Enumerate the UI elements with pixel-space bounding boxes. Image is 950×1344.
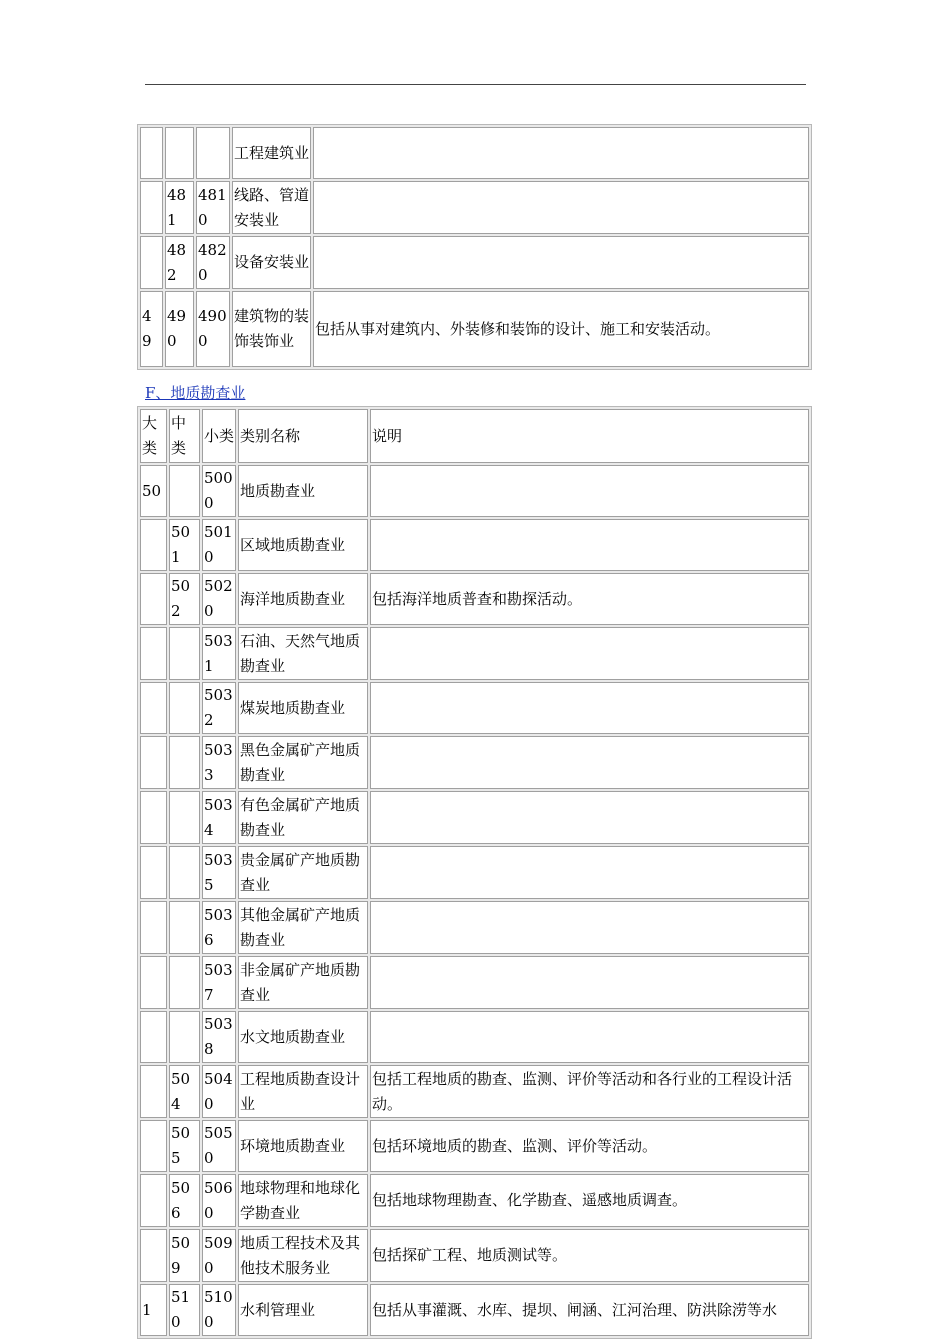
- cell-desc: 包括地球物理勘查、化学勘查、遥感地质调查。: [370, 1174, 809, 1227]
- cell-minor: 5035: [202, 846, 236, 899]
- cell-name: 黑色金属矿产地质勘查业: [238, 736, 368, 789]
- cell-minor: 5100: [202, 1284, 236, 1336]
- table-row: [140, 846, 809, 899]
- cell-medium: [169, 465, 200, 517]
- cell-minor: 5050: [202, 1120, 236, 1172]
- table-row: [140, 519, 809, 571]
- cell-medium: [169, 791, 200, 844]
- cell-minor: 5037: [202, 956, 236, 1009]
- cell-minor: 5040: [202, 1065, 236, 1118]
- cell-desc: 包括环境地质的勘查、监测、评价等活动。: [370, 1120, 809, 1172]
- cell-major: 50: [140, 465, 167, 517]
- cell-major: [140, 519, 167, 571]
- cell-name: 石油、天然气地质勘查业: [238, 627, 368, 680]
- cell-desc: [370, 956, 809, 1009]
- cell-desc: [370, 627, 809, 680]
- cell-desc: [370, 1011, 809, 1063]
- cell-name: 其他金属矿产地质勘查业: [238, 901, 368, 954]
- table-row: [140, 1284, 809, 1336]
- header-rule: [145, 84, 806, 85]
- table-row: [140, 291, 809, 367]
- cell-name: 区域地质勘查业: [238, 519, 368, 571]
- cell-minor: 4900: [196, 291, 230, 367]
- cell-name: 有色金属矿产地质勘查业: [238, 791, 368, 844]
- cell-desc: [370, 791, 809, 844]
- table-row: [140, 127, 809, 179]
- cell-major: 49: [140, 291, 163, 367]
- cell-desc: 包括探矿工程、地质测试等。: [370, 1229, 809, 1282]
- cell-major: [140, 236, 163, 289]
- cell-desc: [313, 236, 809, 289]
- cell-medium: 502: [169, 573, 200, 625]
- cell-medium: 482: [165, 236, 194, 289]
- cell-major: [140, 682, 167, 734]
- cell-major: 1: [140, 1284, 167, 1336]
- cell-name: 建筑物的装饰装饰业: [232, 291, 311, 367]
- cell-medium: [169, 627, 200, 680]
- cell-major: [140, 1065, 167, 1118]
- cell-medium: [169, 901, 200, 954]
- cell-major: [140, 956, 167, 1009]
- cell-name: 水利管理业: [238, 1284, 368, 1336]
- cell-major: [140, 846, 167, 899]
- table-header-row: [140, 409, 809, 463]
- cell-desc: [313, 181, 809, 234]
- cell-minor: 5020: [202, 573, 236, 625]
- cell-major: [140, 1011, 167, 1063]
- cell-desc: [370, 846, 809, 899]
- cell-name: 环境地质勘查业: [238, 1120, 368, 1172]
- cell-desc: 包括工程地质的勘查、监测、评价等活动和各行业的工程设计活动。: [370, 1065, 809, 1118]
- table-row: [140, 736, 809, 789]
- industry-table-continued: [137, 124, 812, 370]
- cell-name: 煤炭地质勘查业: [238, 682, 368, 734]
- table-row: [140, 682, 809, 734]
- cell-name: 线路、管道安装业: [232, 181, 311, 234]
- table-row: [140, 1174, 809, 1227]
- cell-desc: [370, 519, 809, 571]
- cell-name: 工程地质勘查设计业: [238, 1065, 368, 1118]
- cell-medium: 490: [165, 291, 194, 367]
- section-link-geology[interactable]: F、地质勘查业: [145, 384, 246, 402]
- cell-medium: 506: [169, 1174, 200, 1227]
- cell-name: 工程建筑业: [232, 127, 311, 179]
- cell-desc: 包括海洋地质普查和勘探活动。: [370, 573, 809, 625]
- cell-desc: 包括从事对建筑内、外装修和装饰的设计、施工和安装活动。: [313, 291, 809, 367]
- table-row: [140, 236, 809, 289]
- cell-medium: 510: [169, 1284, 200, 1336]
- cell-minor: 5031: [202, 627, 236, 680]
- table-row: [140, 465, 809, 517]
- cell-medium: [165, 127, 194, 179]
- cell-major: [140, 791, 167, 844]
- cell-medium: [169, 846, 200, 899]
- cell-name: 地质勘查业: [238, 465, 368, 517]
- cell-medium: 501: [169, 519, 200, 571]
- table-row: [140, 901, 809, 954]
- cell-major: [140, 181, 163, 234]
- table-row: [140, 1229, 809, 1282]
- cell-name: 贵金属矿产地质勘查业: [238, 846, 368, 899]
- cell-desc: 包括从事灌溉、水库、提坝、闸涵、江河治理、防洪除涝等水: [370, 1284, 809, 1336]
- cell-major: [140, 573, 167, 625]
- cell-major: [140, 1174, 167, 1227]
- cell-major: [140, 627, 167, 680]
- cell-desc: [370, 736, 809, 789]
- cell-minor: 5033: [202, 736, 236, 789]
- table-row: [140, 1120, 809, 1172]
- cell-major: [140, 1120, 167, 1172]
- cell-desc: [313, 127, 809, 179]
- cell-minor: 5010: [202, 519, 236, 571]
- cell-desc: [370, 682, 809, 734]
- cell-minor: 4810: [196, 181, 230, 234]
- cell-medium: 504: [169, 1065, 200, 1118]
- cell-medium: [169, 956, 200, 1009]
- cell-minor: 4820: [196, 236, 230, 289]
- table-row: [140, 181, 809, 234]
- cell-name: 非金属矿产地质勘查业: [238, 956, 368, 1009]
- cell-minor: 5038: [202, 1011, 236, 1063]
- cell-name: 海洋地质勘查业: [238, 573, 368, 625]
- cell-minor: 5032: [202, 682, 236, 734]
- header-minor: 小类: [202, 409, 236, 463]
- cell-minor: 5036: [202, 901, 236, 954]
- cell-medium: [169, 1011, 200, 1063]
- cell-medium: 481: [165, 181, 194, 234]
- cell-desc: [370, 901, 809, 954]
- cell-major: [140, 736, 167, 789]
- header-major: 大类: [140, 409, 167, 463]
- cell-name: 地球物理和地球化学勘查业: [238, 1174, 368, 1227]
- cell-medium: 505: [169, 1120, 200, 1172]
- cell-major: [140, 127, 163, 179]
- cell-minor: 5060: [202, 1174, 236, 1227]
- cell-medium: [169, 736, 200, 789]
- table-row: [140, 627, 809, 680]
- table-row: [140, 1065, 809, 1118]
- cell-minor: 5034: [202, 791, 236, 844]
- cell-name: 水文地质勘查业: [238, 1011, 368, 1063]
- cell-major: [140, 901, 167, 954]
- cell-medium: 509: [169, 1229, 200, 1282]
- cell-minor: [196, 127, 230, 179]
- cell-desc: [370, 465, 809, 517]
- cell-major: [140, 1229, 167, 1282]
- cell-minor: 5000: [202, 465, 236, 517]
- table-row: [140, 956, 809, 1009]
- cell-name: 设备安装业: [232, 236, 311, 289]
- geology-classification-table: [137, 406, 812, 1339]
- header-name: 类别名称: [238, 409, 368, 463]
- cell-name: 地质工程技术及其他技术服务业: [238, 1229, 368, 1282]
- cell-medium: [169, 682, 200, 734]
- table-row: [140, 573, 809, 625]
- header-medium: 中类: [169, 409, 200, 463]
- table-row: [140, 1011, 809, 1063]
- cell-minor: 5090: [202, 1229, 236, 1282]
- header-desc: 说明: [370, 409, 809, 463]
- table-row: [140, 791, 809, 844]
